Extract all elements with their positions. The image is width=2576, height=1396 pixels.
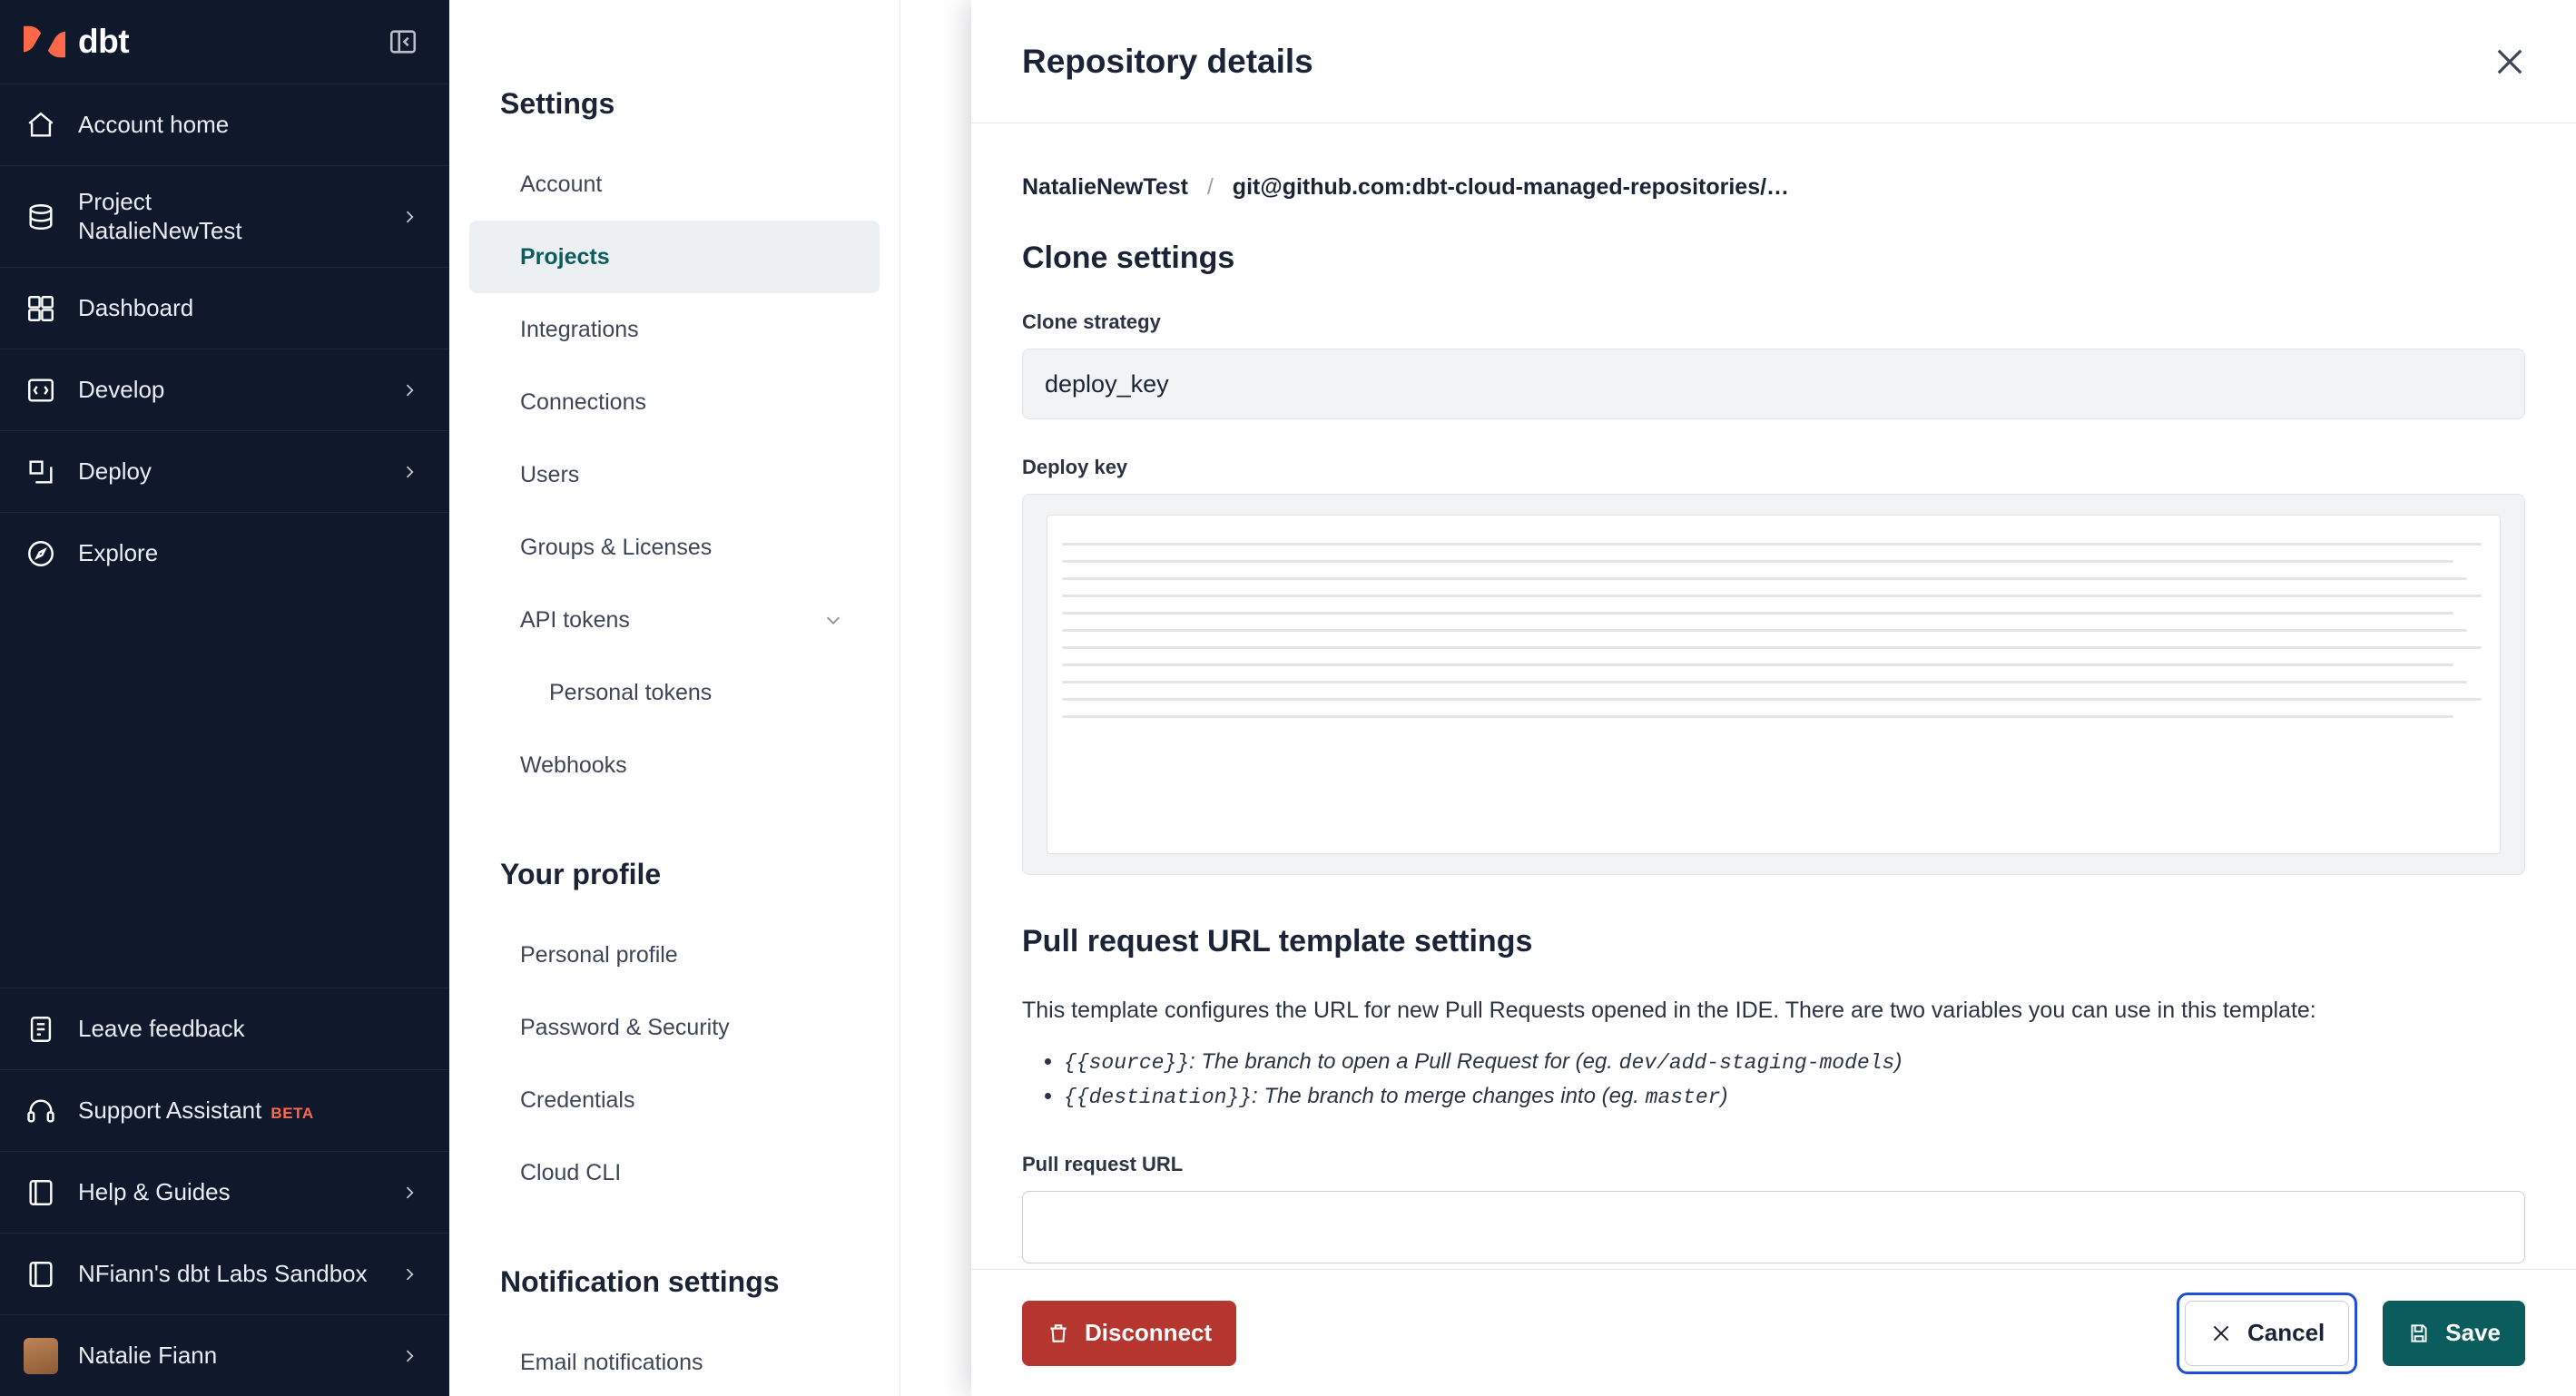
pr-template-variables bbox=[1064, 1045, 2525, 1116]
pr-variable-destination bbox=[1064, 1079, 2525, 1115]
sidebar-item-groups-licenses[interactable] bbox=[469, 511, 880, 584]
clone-settings-heading: Clone settings bbox=[1022, 241, 1235, 275]
dbt-logo-text: dbt bbox=[78, 23, 130, 60]
sidebar-item-label: Leave feedback bbox=[78, 1014, 245, 1042]
deploy-icon bbox=[24, 455, 58, 489]
breadcrumb bbox=[1022, 174, 2525, 201]
pr-variable-source-token: {{source}} bbox=[1064, 1050, 1190, 1075]
explore-icon bbox=[24, 536, 58, 571]
nav-label: Connections bbox=[520, 388, 646, 415]
sidebar-item-sublabel: NatalieNewTest bbox=[78, 216, 242, 244]
footer-actions bbox=[2177, 1293, 2525, 1374]
save-icon bbox=[2407, 1322, 2431, 1345]
deploy-key-label: Deploy key bbox=[1022, 456, 1128, 478]
panel-collapse-icon[interactable] bbox=[388, 26, 418, 57]
avatar-image bbox=[24, 1338, 58, 1374]
dbt-logo-icon bbox=[24, 21, 65, 63]
sidebar-item-label: Dashboard bbox=[78, 293, 194, 321]
save-button[interactable] bbox=[2383, 1301, 2525, 1366]
sidebar-item-develop[interactable] bbox=[0, 349, 449, 430]
book-icon bbox=[24, 1175, 58, 1210]
sidebar-item-personal-tokens[interactable] bbox=[469, 656, 880, 729]
cancel-button-focus-ring bbox=[2177, 1293, 2357, 1374]
pr-variable-destination-example: master bbox=[1645, 1086, 1721, 1110]
modal-title: Repository details bbox=[1022, 42, 1313, 80]
x-icon bbox=[2209, 1322, 2233, 1345]
sidebar-item-email-notifications[interactable] bbox=[469, 1326, 880, 1396]
dashboard-icon bbox=[24, 291, 58, 326]
pr-variable-source bbox=[1064, 1045, 2525, 1080]
sidebar-item-project[interactable] bbox=[0, 165, 449, 267]
nav-label: Credentials bbox=[520, 1086, 635, 1113]
trash-icon bbox=[1047, 1322, 1070, 1345]
pr-template-heading: Pull request URL template settings bbox=[1022, 924, 1533, 959]
sidebar-item-webhooks[interactable] bbox=[469, 729, 880, 801]
code-icon bbox=[24, 373, 58, 408]
breadcrumb-separator: / bbox=[1206, 174, 1214, 200]
chevron-right-icon bbox=[400, 1184, 418, 1202]
chevron-right-icon bbox=[400, 381, 418, 399]
sidebar-header bbox=[0, 0, 449, 84]
pr-variable-source-close: ) bbox=[1894, 1048, 1903, 1074]
nav-label: Cloud CLI bbox=[520, 1159, 622, 1185]
chevron-right-icon bbox=[400, 1347, 418, 1365]
pull-request-url-input[interactable] bbox=[1022, 1191, 2525, 1263]
nav-label: Personal tokens bbox=[549, 679, 713, 705]
sidebar-item-support-assistant[interactable] bbox=[0, 1069, 449, 1151]
chevron-right-icon bbox=[400, 1265, 418, 1283]
sidebar-item-api-tokens[interactable] bbox=[469, 584, 880, 656]
nav-label: Users bbox=[520, 461, 580, 487]
chevron-right-icon bbox=[400, 463, 418, 481]
pr-template-description: This template configures the URL for new Pull Requests opened in the IDE. There are two variables you can use in this template: bbox=[1022, 998, 2316, 1023]
save-label: Save bbox=[2445, 1319, 2501, 1346]
nav-label: Account bbox=[520, 171, 603, 197]
clone-strategy-label: Clone strategy bbox=[1022, 310, 1161, 333]
nav-label: Projects bbox=[520, 243, 610, 270]
account-icon bbox=[24, 1257, 58, 1292]
modal-header bbox=[971, 0, 2576, 123]
nav-label: Personal profile bbox=[520, 941, 678, 968]
sidebar-item-label: Project bbox=[78, 188, 152, 216]
nav-label: Groups & Licenses bbox=[520, 534, 713, 560]
cancel-label: Cancel bbox=[2247, 1319, 2325, 1346]
sidebar-item-account[interactable] bbox=[469, 148, 880, 221]
deploy-key-content bbox=[1047, 515, 2501, 854]
nav-label: Password & Security bbox=[520, 1014, 730, 1040]
sidebar-item-users[interactable] bbox=[469, 438, 880, 511]
sidebar-item-leave-feedback[interactable] bbox=[0, 988, 449, 1069]
sidebar-item-deploy[interactable] bbox=[0, 430, 449, 512]
settings-heading: Settings bbox=[500, 87, 615, 120]
sidebar-item-label: Deploy bbox=[78, 457, 152, 485]
sidebar-item-projects[interactable] bbox=[469, 221, 880, 293]
nav-label: Email notifications bbox=[520, 1349, 703, 1375]
sidebar-item-help-guides[interactable] bbox=[0, 1151, 449, 1233]
breadcrumb-repo[interactable]: git@github.com:dbt-cloud-managed-repositories/… bbox=[1232, 174, 1790, 200]
sidebar-item-label: NFiann's dbt Labs Sandbox bbox=[78, 1259, 368, 1287]
sidebar-item-label: Develop bbox=[78, 375, 165, 403]
sidebar-item-label bbox=[78, 1096, 418, 1125]
sidebar-item-user-profile[interactable] bbox=[0, 1314, 449, 1396]
sidebar-item-label: Account home bbox=[78, 110, 230, 138]
sidebar-item-credentials[interactable] bbox=[469, 1064, 880, 1136]
sidebar-item-sandbox-account[interactable] bbox=[0, 1233, 449, 1314]
nav-label: Integrations bbox=[520, 316, 639, 342]
main-content bbox=[900, 0, 2576, 1396]
dbt-logo[interactable] bbox=[24, 21, 129, 63]
sidebar-item-personal-profile[interactable] bbox=[469, 919, 880, 991]
profile-heading: Your profile bbox=[500, 858, 662, 890]
deploy-key-field[interactable] bbox=[1022, 494, 2525, 875]
sidebar-item-label: Explore bbox=[78, 538, 159, 566]
pr-variable-destination-desc: : The branch to merge changes into (eg. bbox=[1252, 1084, 1639, 1109]
cancel-button[interactable] bbox=[2185, 1301, 2349, 1366]
avatar bbox=[24, 1339, 58, 1373]
repository-details-modal bbox=[971, 0, 2576, 1396]
sidebar-item-text: Support Assistant bbox=[78, 1096, 262, 1124]
support-icon bbox=[24, 1094, 58, 1128]
database-icon bbox=[24, 200, 58, 234]
pr-variable-destination-token: {{destination}} bbox=[1064, 1086, 1253, 1110]
sidebar-item-explore[interactable] bbox=[0, 512, 449, 594]
disconnect-button[interactable] bbox=[1022, 1301, 1236, 1366]
home-icon bbox=[24, 108, 58, 143]
pr-variable-source-desc: : The branch to open a Pull Request for (eg. bbox=[1189, 1048, 1613, 1074]
nav-label: API tokens bbox=[520, 606, 630, 633]
sidebar-item-integrations[interactable] bbox=[469, 293, 880, 366]
beta-badge: BETA bbox=[270, 1104, 314, 1122]
sidebar-item-cloud-cli[interactable] bbox=[469, 1136, 880, 1209]
sidebar-item-label: Help & Guides bbox=[78, 1177, 231, 1205]
modal-body bbox=[971, 123, 2576, 1269]
primary-sidebar bbox=[0, 0, 449, 1396]
settings-nav bbox=[449, 0, 900, 1396]
breadcrumb-project[interactable]: NatalieNewTest bbox=[1022, 174, 1188, 200]
sidebar-spacer bbox=[0, 594, 449, 988]
modal-footer bbox=[971, 1269, 2576, 1396]
feedback-icon bbox=[24, 1012, 58, 1047]
disconnect-label: Disconnect bbox=[1085, 1319, 1213, 1346]
notifications-heading: Notification settings bbox=[500, 1265, 780, 1298]
nav-label: Webhooks bbox=[520, 752, 627, 778]
sidebar-item-password-security[interactable] bbox=[469, 991, 880, 1064]
pull-request-url-label: Pull request URL bbox=[1022, 1153, 1184, 1176]
sidebar-item-label: Natalie Fiann bbox=[78, 1341, 218, 1369]
pr-variable-destination-close: ) bbox=[1720, 1084, 1728, 1109]
clone-strategy-value: deploy_key bbox=[1022, 349, 2525, 419]
pr-variable-source-example: dev/add-staging-models bbox=[1618, 1050, 1895, 1075]
sidebar-item-project-labels bbox=[78, 188, 380, 244]
sidebar-item-dashboard[interactable] bbox=[0, 267, 449, 349]
chevron-right-icon bbox=[400, 208, 418, 226]
sidebar-item-connections[interactable] bbox=[469, 366, 880, 438]
sidebar-item-account-home[interactable] bbox=[0, 84, 449, 165]
close-icon[interactable] bbox=[2491, 43, 2529, 81]
chevron-down-icon bbox=[823, 610, 843, 630]
